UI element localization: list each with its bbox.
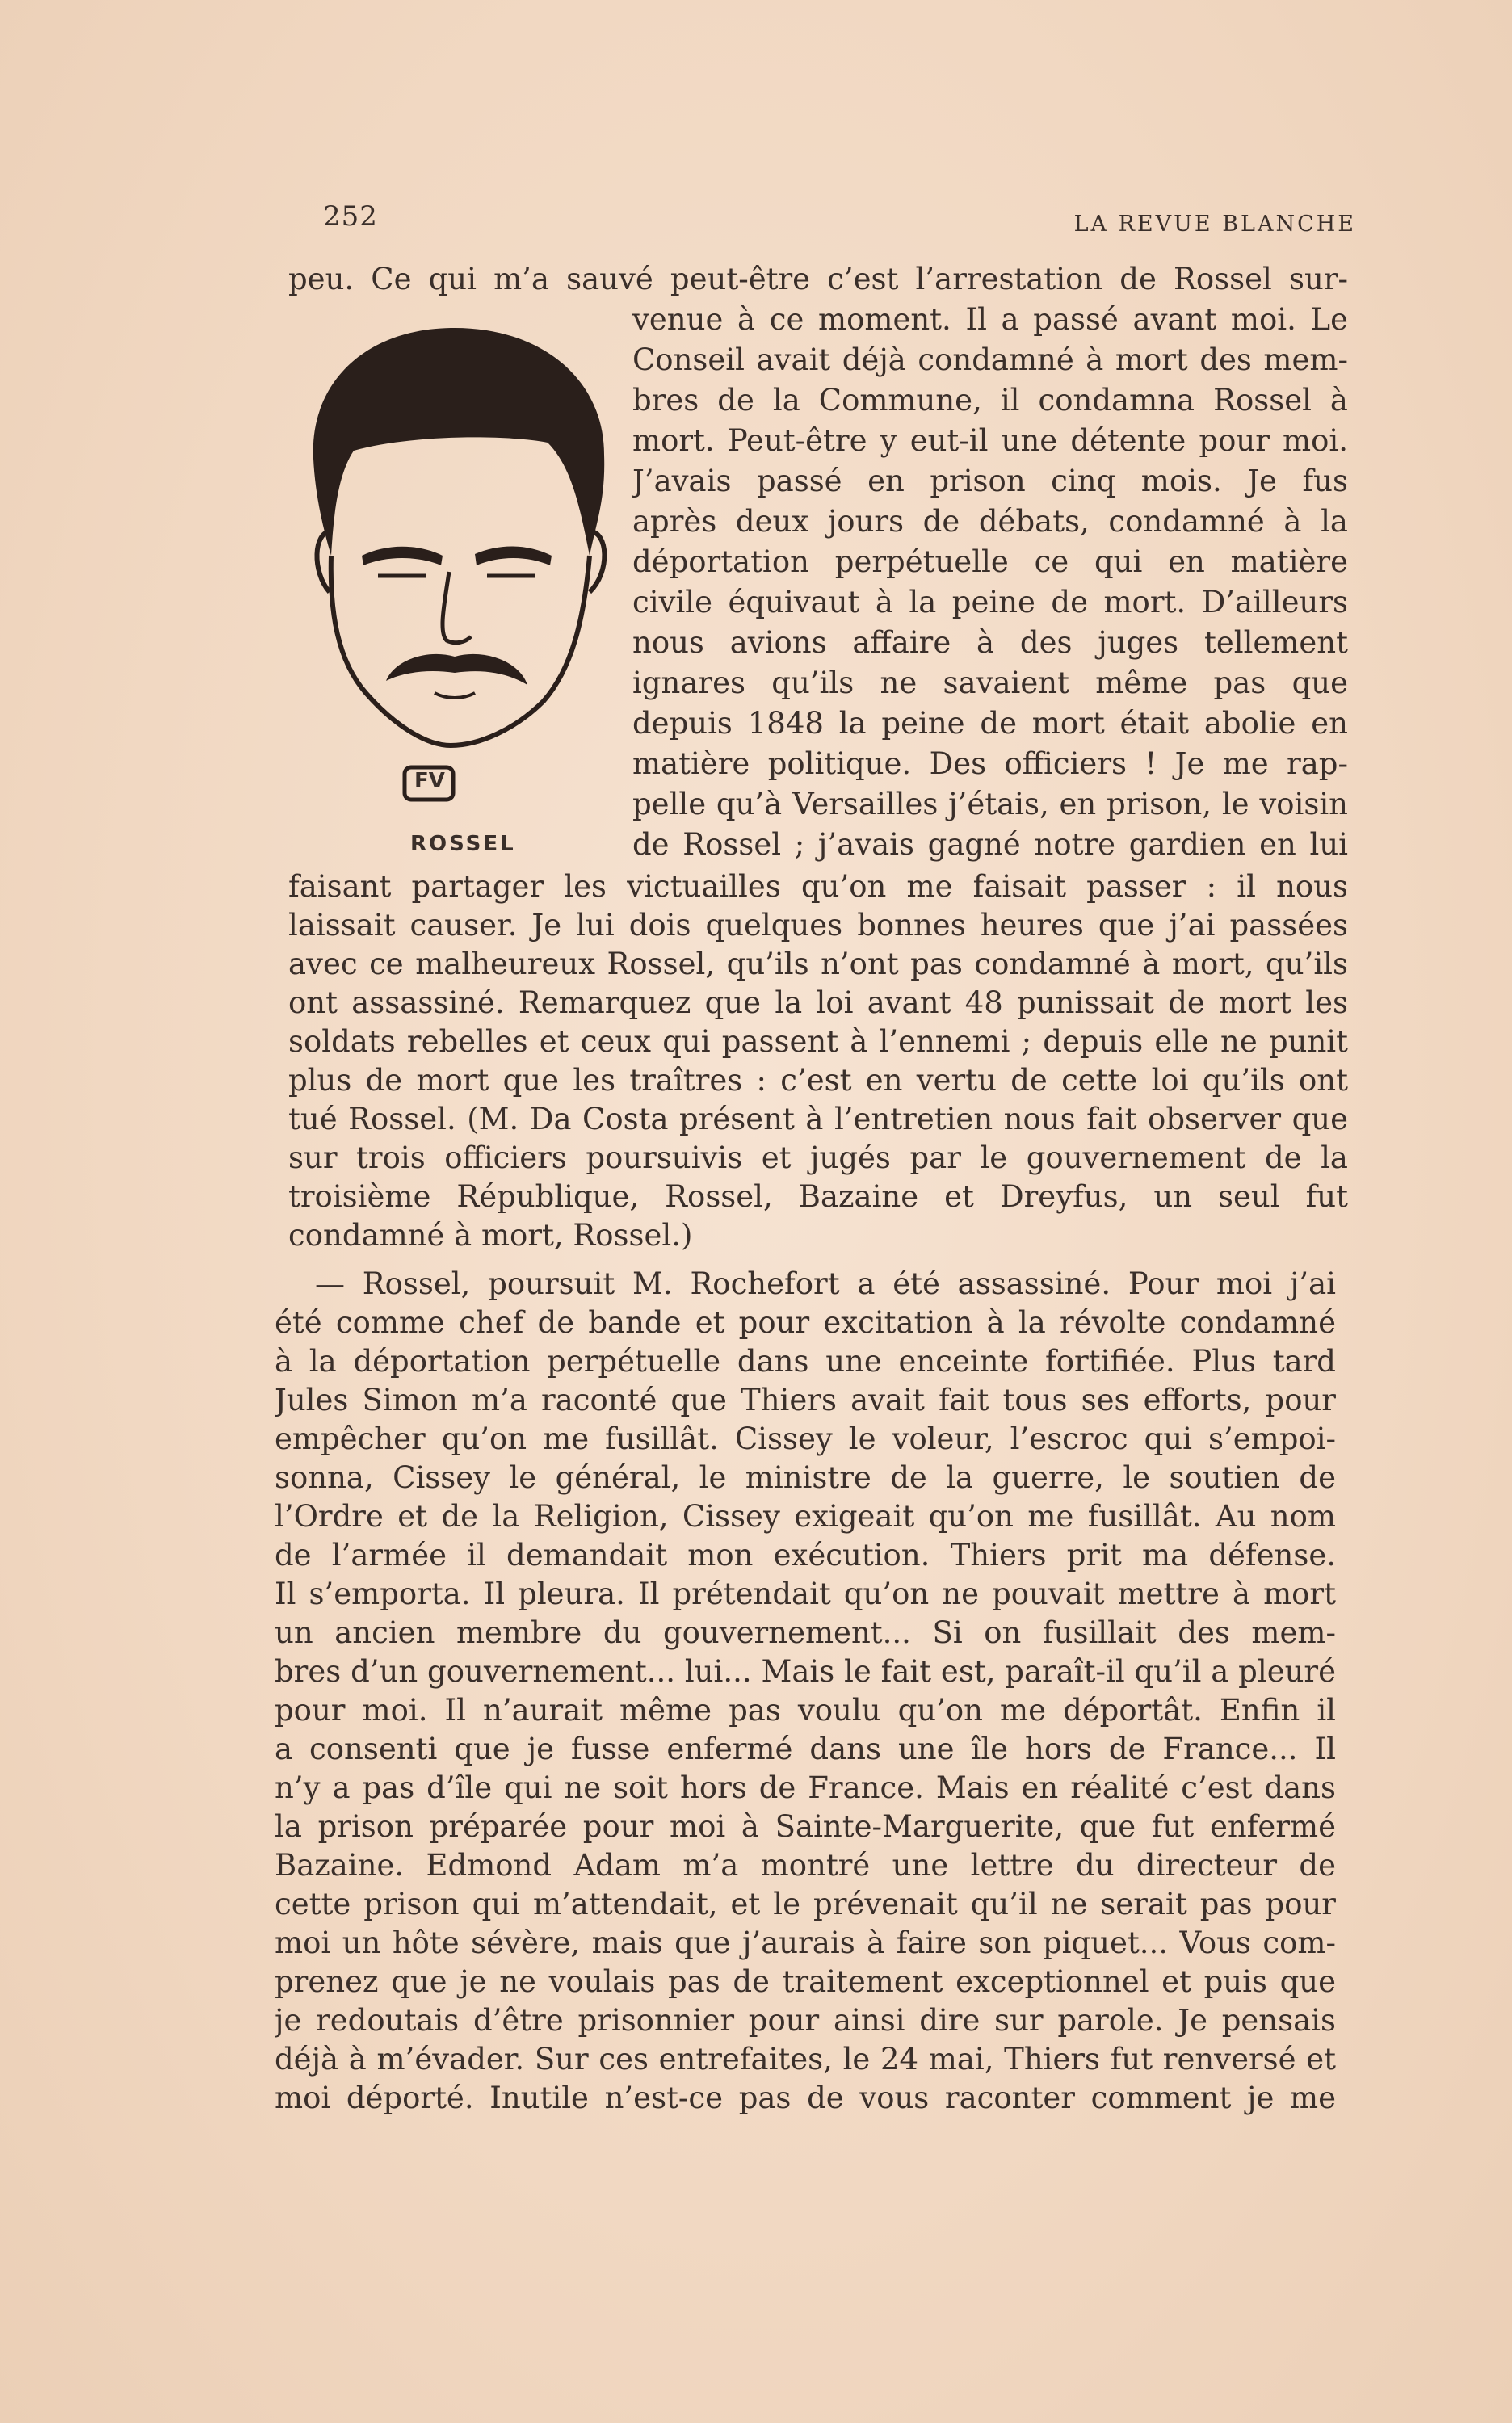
- text-line: empêcher qu’on me fusillât. Cissey le voleur, l’escroc qui s’empoi-: [275, 1421, 1336, 1456]
- text-line: Conseil avait déjà condamné à mort des mem-: [632, 342, 1348, 377]
- text-line: laissait causer. Je lui dois quelques bonnes heures que j’ai passées: [288, 908, 1348, 943]
- text-line: ont assassiné. Remarquez que la loi avant 48 punissait de mort les: [288, 985, 1348, 1020]
- text-line: Jules Simon m’a raconté que Thiers avait fait tous ses efforts, pour: [275, 1383, 1336, 1417]
- text-line: je redoutais d’être prisonnier pour ainsi dire sur parole. Je pensais: [275, 2003, 1336, 2038]
- monogram: FV: [414, 769, 445, 793]
- text-line: Il s’emporta. Il pleura. Il prétendait qu’on ne pouvait mettre à mort: [275, 1577, 1336, 1611]
- text-line: J’avais passé en prison cinq mois. Je fus: [632, 464, 1348, 498]
- text-line: mort. Peut-être y eut-il une détente pour moi.: [632, 423, 1348, 458]
- text-line: depuis 1848 la peine de mort était abolie en: [632, 706, 1348, 741]
- text-line: bres de la Commune, il condamna Rossel à: [632, 383, 1348, 418]
- text-line: été comme chef de bande et pour excitation à la révolte condamné: [275, 1305, 1336, 1340]
- text-line: sonna, Cissey le général, le ministre de la guerre, le soutien de: [275, 1460, 1336, 1495]
- text-line: venue à ce moment. Il a passé avant moi. Le: [632, 302, 1348, 337]
- text-line: plus de mort que les traîtres : c’est en vertu de cette loi qu’ils ont: [288, 1063, 1348, 1098]
- running-head: LA REVUE BLANCHE: [1073, 212, 1356, 237]
- text-line: soldats rebelles et ceux qui passent à l’ennemi ; depuis elle ne punit: [288, 1024, 1348, 1059]
- text-line: cette prison qui m’attendait, et le prévenait qu’il ne serait pas pour: [275, 1887, 1336, 1921]
- text-line: condamné à mort, Rossel.): [288, 1218, 693, 1253]
- text-line: pour moi. Il n’aurait même pas voulu qu’on me déportât. Enfin il: [275, 1693, 1336, 1728]
- text-line: faisant partager les victuailles qu’on me faisait passer : il nous: [288, 869, 1348, 904]
- text-line: peu. Ce qui m’a sauvé peut-être c’est l’arrestation de Rossel sur-: [288, 262, 1348, 296]
- text-line: a consenti que je fusse enfermé dans une île hors de France... Il: [275, 1732, 1336, 1766]
- text-line: de l’armée il demandait mon exécution. Thiers prit ma défense.: [275, 1538, 1336, 1573]
- portrait-figure: [305, 313, 612, 871]
- text-line: bres d’un gouvernement... lui... Mais le fait est, paraît-il qu’il a pleuré: [275, 1654, 1336, 1689]
- text-line: avec ce malheureux Rossel, qu’ils n’ont pas condamné à mort, qu’ils: [288, 947, 1348, 981]
- text-line: moi déporté. Inutile n’est-ce pas de vous raconter comment je me: [275, 2081, 1336, 2115]
- text-line: l’Ordre et de la Religion, Cissey exigeait qu’on me fusillât. Au nom: [275, 1499, 1336, 1534]
- portrait-illustration: [305, 313, 612, 814]
- text-line: prenez que je ne voulais pas de traitement exceptionnel et puis que: [275, 1964, 1336, 1999]
- text-line: matière politique. Des officiers ! Je me rap-: [632, 746, 1348, 781]
- text-line: troisième République, Rossel, Bazaine et Dreyfus, un seul fut: [288, 1179, 1348, 1214]
- text-line: tué Rossel. (M. Da Costa présent à l’entretien nous fait observer que: [288, 1102, 1348, 1136]
- text-line: déportation perpétuelle ce qui en matière: [632, 544, 1348, 579]
- text-line: civile équivaut à la peine de mort. D’ailleurs: [632, 585, 1348, 619]
- text-line: la prison préparée pour moi à Sainte-Marguerite, que fut enfermé: [275, 1809, 1336, 1844]
- text-line: un ancien membre du gouvernement... Si on fusillait des mem-: [275, 1615, 1336, 1650]
- text-line: après deux jours de débats, condamné à la: [632, 504, 1348, 539]
- text-line: moi un hôte sévère, mais que j’aurais à faire son piquet... Vous com-: [275, 1925, 1336, 1960]
- text-line: pelle qu’à Versailles j’étais, en prison, le voisin: [632, 787, 1348, 821]
- text-line: Bazaine. Edmond Adam m’a montré une lettre du directeur de: [275, 1848, 1336, 1883]
- text-line: ignares qu’ils ne savaient même pas que: [632, 666, 1348, 700]
- figure-caption: ROSSEL: [410, 832, 516, 856]
- text-line: n’y a pas d’île qui ne soit hors de France. Mais en réalité c’est dans: [275, 1770, 1336, 1805]
- text-line: de Rossel ; j’avais gagné notre gardien en lui: [632, 827, 1348, 862]
- text-line: — Rossel, poursuit M. Rochefort a été assassiné. Pour moi j’ai: [315, 1266, 1336, 1301]
- page-number: 252: [323, 200, 378, 233]
- text-line: nous avions affaire à des juges tellement: [632, 625, 1348, 660]
- text-line: déjà à m’évader. Sur ces entrefaites, le 24 mai, Thiers fut renversé et: [275, 2042, 1336, 2077]
- text-line: sur trois officiers poursuivis et jugés par le gouvernement de la: [288, 1140, 1348, 1175]
- text-line: à la déportation perpétuelle dans une enceinte fortifiée. Plus tard: [275, 1344, 1336, 1379]
